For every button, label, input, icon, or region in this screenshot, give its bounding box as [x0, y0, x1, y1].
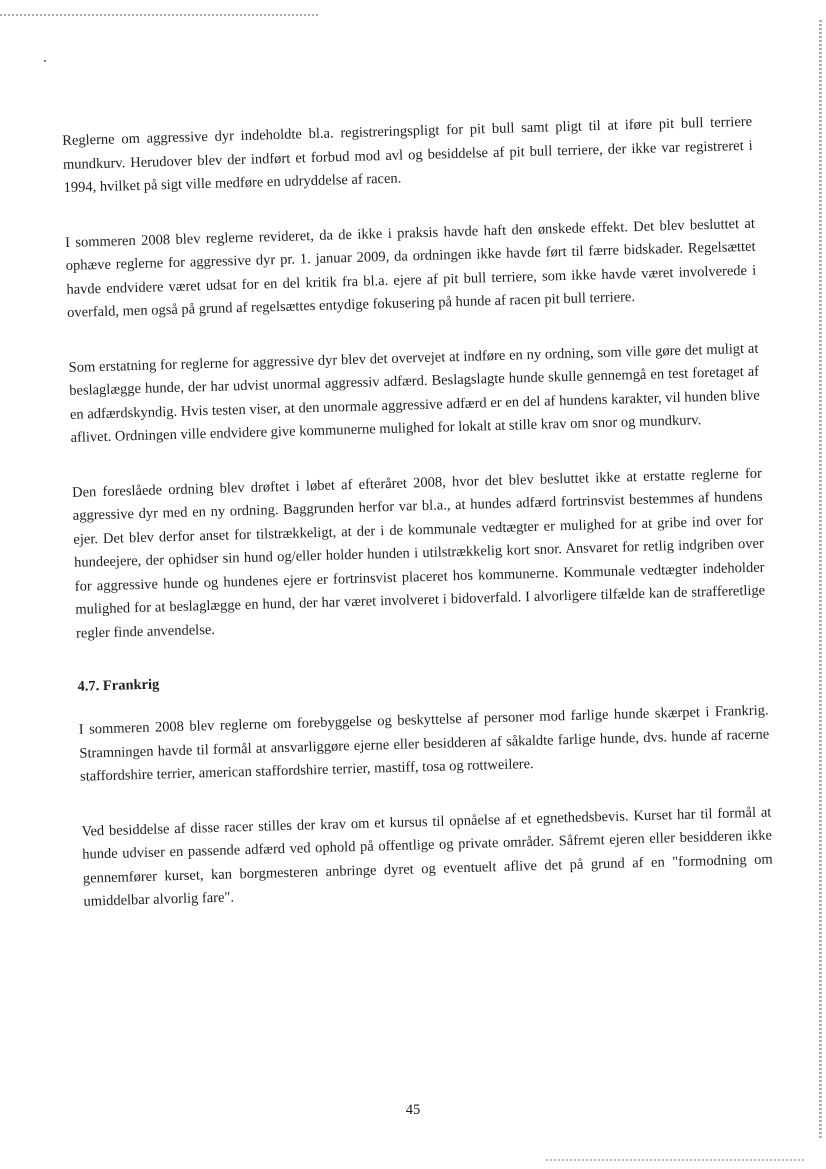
paragraph-replacement-scheme: Som erstatning for reglerne for aggressive dyr blev det overvejet at indføre en ny ordning, som ville gøre det muligt at beslaglægge hunde, der har udvist unormal aggressiv adfærd. Beslagslagte hunde skulle gennemgå en test foretaget af en adfærdskyndig. Hvis testen viser, at den unormale aggressive adfærd er en del af hundens karakter, vil hunden blive aflivet. Ordningen ville endvidere give kommunerne mulighed for lokalt at stille krav om snor og mundkurv.	[68, 340, 760, 446]
scan-edge-bottom	[546, 1159, 806, 1161]
page-number: 45	[405, 1102, 421, 1118]
section-heading-frankrig: 4.7. Frankrig	[77, 676, 160, 695]
paragraph-scheme-discussion: Den foreslåede ordning blev drøftet i løbet af efteråret 2008, hvor det blev besluttet ikke at erstatte reglerne for aggressive dyr med en ny ordning. Baggrunden herfor var bl.a., at hundes adfærd fortrinsvist bestemmes af hundens ejer. Det blev derfor anset for tilstrækkeligt, at der i de kommunale vedtægter er mulighed for at gribe ind over for hundeejere, der ophidser sin hund og/eller holder hunden i utilstrækkelig kort snor. Ansvaret for retlig indgriben over for aggressive hunde og hundenes ejere er fortrinsvist placeret hos kommunerne. Kommunale vedtægter indeholder mulighed for at beslaglægge en hund, der har været involveret i bidoverfald. I alvorligere tilfælde kan de strafferetlige regler finde anvendelse.	[71, 465, 766, 642]
scan-edge-right	[819, 20, 822, 1140]
scan-edge-top	[0, 14, 320, 16]
page-content	[62, 111, 775, 945]
paragraph-france-course: Ved besiddelse af disse racer stilles der krav om et kursus til opnåelse af et egnethedsbevis. Kurset har til formål at hunde udviser en passende adfærd ved ophold på offentlige og private områder. Såfremt ejeren eller besidderen ikke gennemfører kurset, kan borgmesteren anbringe dyret og eventuelt aflive det på grund af en "formodning om umiddelbar alvorlig fare".	[81, 803, 773, 910]
paragraph-rules-revision-2008: I sommeren 2008 blev reglerne revideret, da de ikke i praksis havde haft den ønskede effekt. Det blev besluttet at ophæve reglerne for aggressive dyr pr. 1. januar 2009, da ordningen ikke havde ført til færre bidskader. Regelsættet havde endvidere været udsat for en del kritik fra bl.a. ejere af pit bull terriere, som ikke havde været involverede i overfald, men også på grund af regelsættes entydige fokusering på hunde af racen pit bull terriere.	[64, 215, 757, 321]
paragraph-aggressive-dog-rules: Reglerne om aggressive dyr indeholdte bl.a. registreringspligt for pit bull samt pligt til at iføre pit bull terriere mundkurv. Herudover blev der indført et forbud mod avl og besiddelse af pit bull terriere, der ikke var registreret i 1994, hvilket på sigt ville medføre en udryddelse af racen.	[62, 113, 753, 196]
paragraph-france-rules: I sommeren 2008 blev reglerne om forebyggelse og beskyttelse af personer mod farlige hunde skærpet i Frankrig. Stramningen havde til formål at ansvarliggøre ejerne eller besidderen af såkaldte farlige hunde, dvs. hunde af racerne staffordshire terrier, american staffordshire terrier, mastiff, tosa og rottweilere.	[78, 702, 770, 785]
scan-speck	[44, 60, 46, 62]
